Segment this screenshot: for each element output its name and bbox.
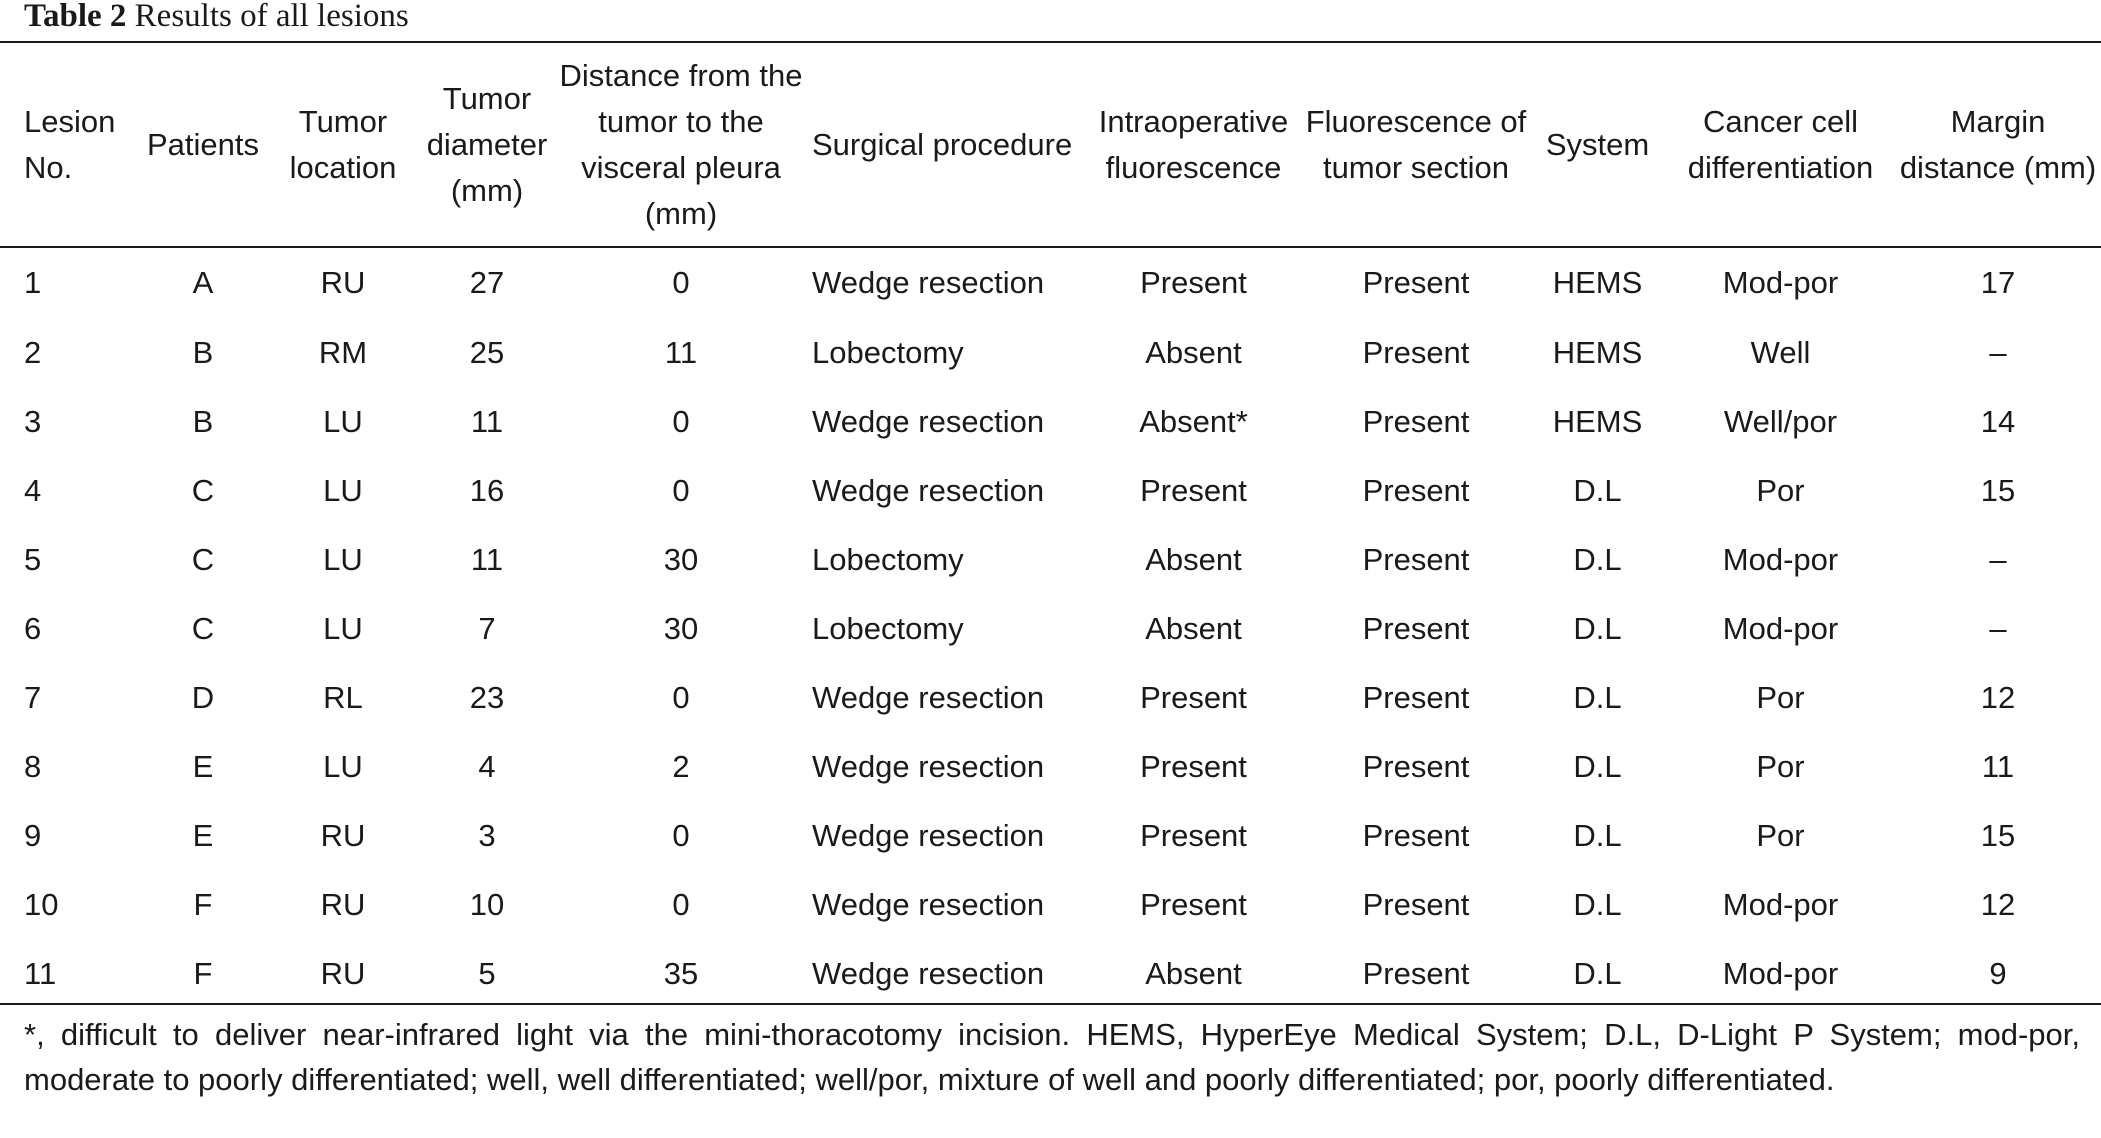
table-cell: 5: [24, 542, 42, 577]
table-cell: Lobectomy: [812, 335, 964, 370]
table-cell: Present: [1362, 542, 1470, 577]
column-header: Cancer cell differentiation: [1687, 103, 1874, 185]
column-header: Margin distance (mm): [1899, 103, 2097, 185]
table-cell: 11: [1981, 749, 2015, 784]
table-cell: Lobectomy: [812, 542, 964, 577]
table-cell: Present: [1362, 404, 1470, 439]
table-cell: Present: [1362, 749, 1470, 784]
table-cell: D.L: [1573, 473, 1622, 508]
table-cell: Wedge resection: [812, 680, 1045, 715]
table-cell: Present: [1140, 818, 1247, 853]
table-cell: Wedge resection: [812, 749, 1045, 784]
header-row: [0, 43, 2101, 246]
table-cell: 2: [24, 335, 42, 370]
table-cell: Mod-por: [1722, 887, 1839, 922]
table-cell: RU: [320, 818, 366, 853]
column-header: Intraoperative fluorescence: [1098, 103, 1289, 185]
table-cell: 4: [478, 749, 496, 784]
table-row: [0, 594, 2101, 663]
table-row: [0, 870, 2101, 939]
table-cell: 2: [672, 749, 690, 784]
table-cell: Present: [1362, 473, 1470, 508]
table-cell: HEMS: [1552, 264, 1643, 300]
table-cell: Mod-por: [1722, 542, 1839, 577]
column-header: System: [1545, 126, 1650, 162]
table-cell: Mod-por: [1722, 264, 1839, 300]
results-table: [0, 43, 2101, 1008]
table-cell: 15: [1980, 473, 2016, 508]
table-cell: 14: [1980, 404, 2016, 439]
table-row: [0, 246, 2101, 318]
table-cell: 12: [1980, 680, 2016, 715]
table-cell: 4: [24, 473, 42, 508]
column-header: Patients: [146, 126, 259, 162]
table-cell: 5: [478, 956, 496, 991]
table-cell: Wedge resection: [812, 264, 1045, 300]
table-row: [0, 939, 2101, 1008]
table-cell: Mod-por: [1722, 611, 1839, 646]
table-cell: 11: [24, 956, 57, 991]
table-cell: D.L: [1573, 818, 1622, 853]
column-header: Tumor location: [289, 103, 397, 185]
table-cell: Well/por: [1723, 404, 1838, 439]
table-cell: Present: [1362, 956, 1470, 991]
column-header: Fluorescence of tumor section: [1305, 103, 1527, 185]
table-cell: 25: [469, 335, 505, 370]
table-cell: 11: [664, 335, 698, 370]
table-row: [0, 525, 2101, 594]
table-cell: Por: [1756, 818, 1805, 853]
table-cell: Present: [1362, 818, 1470, 853]
table-caption: [24, 0, 409, 36]
table-cell: 11: [470, 542, 504, 577]
table-cell: D.L: [1573, 956, 1622, 991]
table-cell: Present: [1140, 749, 1247, 784]
table-cell: C: [191, 473, 215, 508]
table-cell: D.L: [1573, 887, 1622, 922]
table-cell: 3: [24, 404, 42, 439]
column-header: Tumor diameter (mm): [426, 80, 548, 208]
table-cell: RM: [318, 335, 368, 370]
column-header: Lesion No.: [24, 103, 116, 185]
table-cell: 0: [672, 818, 690, 853]
table-cell: LU: [323, 473, 363, 508]
table-cell: 8: [24, 749, 42, 784]
table-cell: 6: [24, 611, 42, 646]
table-cell: 0: [672, 404, 690, 439]
table-row: [0, 387, 2101, 456]
table-cell: –: [1989, 335, 2007, 370]
table-cell: 12: [1980, 887, 2016, 922]
table-row: [0, 801, 2101, 870]
table-cell: Wedge resection: [812, 956, 1045, 991]
table-footnote: *, difficult to deliver near-infrared light via the mini-thoracotomy incision. HEMS, HyperEye Medical System; D.L, D-Light P System; mod-por, moderate to poorly differentiated; well, well differentiated; well/por, mixture of well and poorly differentiated; por, poorly differentiated.: [24, 1017, 2080, 1097]
table-cell: D.L: [1573, 680, 1622, 715]
table-cell: Wedge resection: [812, 473, 1045, 508]
table-cell: Absent*: [1139, 404, 1248, 439]
table-cell: –: [1989, 611, 2007, 646]
table-cell: E: [192, 749, 214, 784]
table-cell: F: [193, 956, 213, 991]
table-cell: 30: [663, 611, 699, 646]
table-cell: D.L: [1573, 611, 1622, 646]
table-cell: Well: [1750, 335, 1811, 370]
table-cell: D.L: [1573, 542, 1622, 577]
table-cell: D.L: [1573, 749, 1622, 784]
table-cell: E: [192, 818, 214, 853]
table-cell: Present: [1140, 680, 1247, 715]
table-cell: Wedge resection: [812, 887, 1045, 922]
table-cell: Present: [1362, 611, 1470, 646]
table-cell: 7: [478, 611, 496, 646]
table-cell: 27: [469, 264, 505, 300]
table-cell: F: [193, 887, 213, 922]
table-cell: 0: [672, 264, 690, 300]
table-cell: 10: [24, 887, 59, 922]
table-body: [0, 246, 2101, 1008]
table-cell: Present: [1362, 264, 1470, 300]
table-cell: 16: [469, 473, 505, 508]
column-header: Surgical procedure: [812, 126, 1073, 162]
table-cell: –: [1989, 542, 2007, 577]
table-cell: Present: [1362, 680, 1470, 715]
table-label: Table 2: [24, 0, 127, 34]
table-cell: D: [191, 680, 215, 715]
table-cell: 0: [672, 887, 690, 922]
table-cell: Mod-por: [1722, 956, 1839, 991]
table-cell: LU: [323, 404, 363, 439]
table-cell: 0: [672, 473, 690, 508]
table-cell: B: [192, 404, 214, 439]
table-cell: Present: [1140, 264, 1247, 300]
table-cell: Present: [1140, 473, 1247, 508]
table-cell: 0: [672, 680, 690, 715]
table-cell: LU: [323, 749, 363, 784]
table-cell: Present: [1362, 887, 1470, 922]
table-cell: Wedge resection: [812, 404, 1045, 439]
table-cell: 35: [663, 956, 699, 991]
table-title: Results of all lesions: [134, 0, 409, 34]
table-cell: 9: [1989, 956, 2007, 991]
table-cell: Absent: [1145, 611, 1242, 646]
table-cell: Wedge resection: [812, 818, 1045, 853]
table-cell: LU: [323, 542, 363, 577]
table-cell: 30: [663, 542, 699, 577]
table-cell: Present: [1362, 335, 1470, 370]
table-cell: RU: [320, 956, 366, 991]
table-cell: C: [191, 542, 215, 577]
table-cell: RU: [320, 887, 366, 922]
table-cell: 23: [469, 680, 505, 715]
table-cell: A: [192, 264, 214, 300]
table-cell: LU: [323, 611, 363, 646]
table-cell: Absent: [1145, 542, 1242, 577]
table-cell: Absent: [1145, 956, 1242, 991]
table-cell: 11: [470, 404, 504, 439]
table-cell: 1: [24, 264, 42, 300]
table-cell: 15: [1980, 818, 2016, 853]
table-cell: 10: [469, 887, 505, 922]
table-cell: Present: [1140, 887, 1247, 922]
table-cell: Absent: [1145, 335, 1242, 370]
table-cell: 9: [24, 818, 42, 853]
table-cell: RU: [320, 264, 366, 300]
table-cell: Por: [1756, 749, 1805, 784]
table-row: [0, 732, 2101, 801]
table-cell: HEMS: [1552, 335, 1643, 370]
column-header: Distance from the tumor to the visceral pleura (mm): [559, 57, 803, 231]
table-cell: 7: [24, 680, 42, 715]
table-cell: Lobectomy: [812, 611, 964, 646]
table-row: [0, 663, 2101, 732]
table-cell: Por: [1756, 680, 1805, 715]
table-cell: HEMS: [1552, 404, 1643, 439]
table-cell: RL: [323, 680, 363, 715]
table-cell: C: [191, 611, 215, 646]
table-row: [0, 318, 2101, 387]
table-cell: 17: [1980, 264, 2016, 300]
table-cell: 3: [478, 818, 496, 853]
table-row: [0, 456, 2101, 525]
table-cell: Por: [1756, 473, 1805, 508]
table-cell: B: [192, 335, 214, 370]
